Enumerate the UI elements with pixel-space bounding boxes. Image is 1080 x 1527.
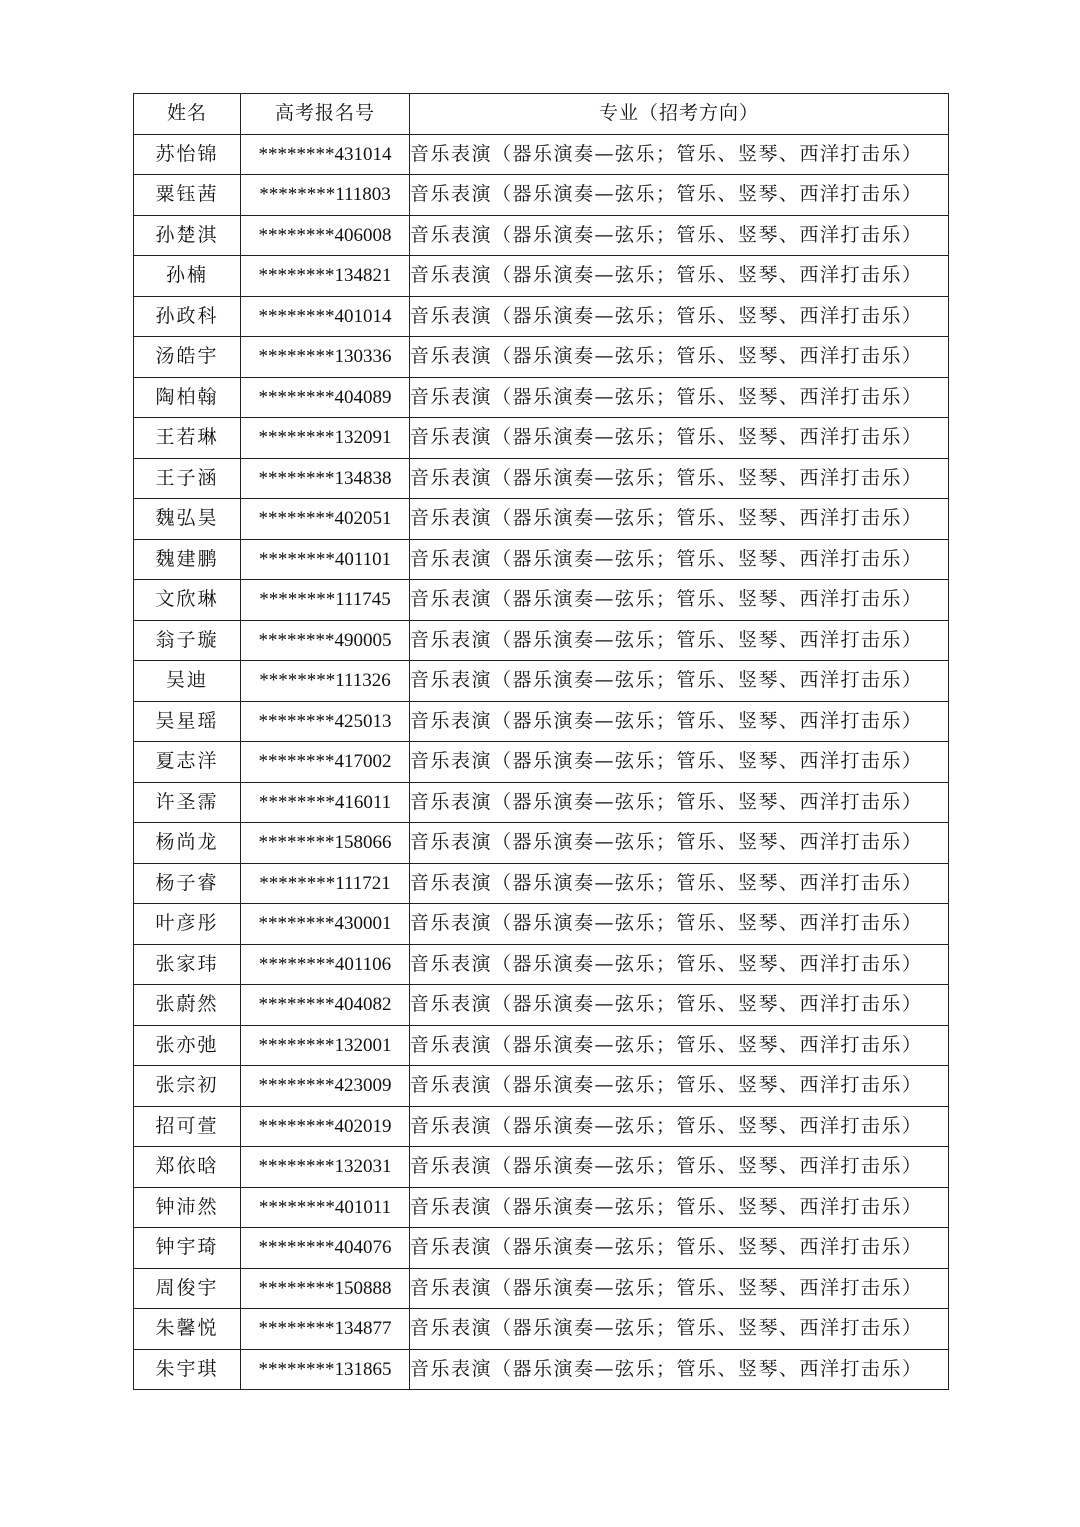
admission-list-table (133, 93, 949, 1390)
registration-number-cell: ********134838 (241, 458, 410, 499)
table-row (134, 985, 949, 1026)
student-name-cell: 朱宇琪 (134, 1349, 241, 1390)
major-cell: 音乐表演（器乐演奏—弦乐；管乐、竖琴、西洋打击乐） (410, 458, 949, 499)
table-row (134, 1066, 949, 1107)
major-cell: 音乐表演（器乐演奏—弦乐；管乐、竖琴、西洋打击乐） (410, 863, 949, 904)
registration-number-cell: ********132091 (241, 418, 410, 459)
table-row (134, 1187, 949, 1228)
major-cell: 音乐表演（器乐演奏—弦乐；管乐、竖琴、西洋打击乐） (410, 256, 949, 297)
major-cell: 音乐表演（器乐演奏—弦乐；管乐、竖琴、西洋打击乐） (410, 377, 949, 418)
table-row (134, 1147, 949, 1188)
student-name-cell: 孙楚淇 (134, 215, 241, 256)
table-row (134, 944, 949, 985)
table-row (134, 256, 949, 297)
table-row (134, 1309, 949, 1350)
major-cell: 音乐表演（器乐演奏—弦乐；管乐、竖琴、西洋打击乐） (410, 175, 949, 216)
table-body (134, 134, 949, 1390)
major-cell: 音乐表演（器乐演奏—弦乐；管乐、竖琴、西洋打击乐） (410, 661, 949, 702)
major-cell: 音乐表演（器乐演奏—弦乐；管乐、竖琴、西洋打击乐） (410, 985, 949, 1026)
header-row (134, 94, 949, 135)
major-cell: 音乐表演（器乐演奏—弦乐；管乐、竖琴、西洋打击乐） (410, 580, 949, 621)
student-name-cell: 王子涵 (134, 458, 241, 499)
registration-number-cell: ********431014 (241, 134, 410, 175)
table-row (134, 1106, 949, 1147)
registration-number-cell: ********404076 (241, 1228, 410, 1269)
student-name-cell: 张宗初 (134, 1066, 241, 1107)
student-name-cell: 招可萱 (134, 1106, 241, 1147)
table-row (134, 620, 949, 661)
table-row (134, 904, 949, 945)
table-row (134, 1349, 949, 1390)
major-cell: 音乐表演（器乐演奏—弦乐；管乐、竖琴、西洋打击乐） (410, 1187, 949, 1228)
table-header (134, 94, 949, 135)
student-name-cell: 魏弘昊 (134, 499, 241, 540)
registration-number-cell: ********111326 (241, 661, 410, 702)
major-cell: 音乐表演（器乐演奏—弦乐；管乐、竖琴、西洋打击乐） (410, 1349, 949, 1390)
registration-number-cell: ********111803 (241, 175, 410, 216)
registration-number-cell: ********111745 (241, 580, 410, 621)
table-row (134, 418, 949, 459)
registration-number-cell: ********111721 (241, 863, 410, 904)
student-name-cell: 张亦弛 (134, 1025, 241, 1066)
registration-number-cell: ********430001 (241, 904, 410, 945)
registration-number-cell: ********401011 (241, 1187, 410, 1228)
registration-number-cell: ********158066 (241, 823, 410, 864)
major-cell: 音乐表演（器乐演奏—弦乐；管乐、竖琴、西洋打击乐） (410, 1066, 949, 1107)
student-name-cell: 钟宇琦 (134, 1228, 241, 1269)
major-cell: 音乐表演（器乐演奏—弦乐；管乐、竖琴、西洋打击乐） (410, 904, 949, 945)
header-major: 专业（招考方向） (410, 94, 949, 135)
registration-number-cell: ********401101 (241, 539, 410, 580)
table-row (134, 539, 949, 580)
major-cell: 音乐表演（器乐演奏—弦乐；管乐、竖琴、西洋打击乐） (410, 296, 949, 337)
major-cell: 音乐表演（器乐演奏—弦乐；管乐、竖琴、西洋打击乐） (410, 499, 949, 540)
registration-number-cell: ********425013 (241, 701, 410, 742)
major-cell: 音乐表演（器乐演奏—弦乐；管乐、竖琴、西洋打击乐） (410, 1228, 949, 1269)
major-cell: 音乐表演（器乐演奏—弦乐；管乐、竖琴、西洋打击乐） (410, 782, 949, 823)
table-row (134, 661, 949, 702)
table-row (134, 337, 949, 378)
major-cell: 音乐表演（器乐演奏—弦乐；管乐、竖琴、西洋打击乐） (410, 215, 949, 256)
registration-number-cell: ********134821 (241, 256, 410, 297)
registration-number-cell: ********402051 (241, 499, 410, 540)
table-row (134, 580, 949, 621)
registration-number-cell: ********130336 (241, 337, 410, 378)
table-row (134, 1268, 949, 1309)
table-row (134, 823, 949, 864)
registration-number-cell: ********402019 (241, 1106, 410, 1147)
table-row (134, 701, 949, 742)
table-row (134, 782, 949, 823)
registration-number-cell: ********406008 (241, 215, 410, 256)
major-cell: 音乐表演（器乐演奏—弦乐；管乐、竖琴、西洋打击乐） (410, 1106, 949, 1147)
major-cell: 音乐表演（器乐演奏—弦乐；管乐、竖琴、西洋打击乐） (410, 1147, 949, 1188)
major-cell: 音乐表演（器乐演奏—弦乐；管乐、竖琴、西洋打击乐） (410, 1309, 949, 1350)
table-row (134, 175, 949, 216)
registration-number-cell: ********417002 (241, 742, 410, 783)
student-name-cell: 叶彦彤 (134, 904, 241, 945)
student-name-cell: 陶柏翰 (134, 377, 241, 418)
major-cell: 音乐表演（器乐演奏—弦乐；管乐、竖琴、西洋打击乐） (410, 742, 949, 783)
registration-number-cell: ********490005 (241, 620, 410, 661)
major-cell: 音乐表演（器乐演奏—弦乐；管乐、竖琴、西洋打击乐） (410, 418, 949, 459)
table-row (134, 134, 949, 175)
major-cell: 音乐表演（器乐演奏—弦乐；管乐、竖琴、西洋打击乐） (410, 1268, 949, 1309)
student-name-cell: 周俊宇 (134, 1268, 241, 1309)
student-name-cell: 粟钰茜 (134, 175, 241, 216)
table-row (134, 215, 949, 256)
registration-number-cell: ********401106 (241, 944, 410, 985)
student-name-cell: 孙楠 (134, 256, 241, 297)
major-cell: 音乐表演（器乐演奏—弦乐；管乐、竖琴、西洋打击乐） (410, 701, 949, 742)
student-name-cell: 夏志洋 (134, 742, 241, 783)
major-cell: 音乐表演（器乐演奏—弦乐；管乐、竖琴、西洋打击乐） (410, 944, 949, 985)
registration-number-cell: ********404082 (241, 985, 410, 1026)
major-cell: 音乐表演（器乐演奏—弦乐；管乐、竖琴、西洋打击乐） (410, 134, 949, 175)
student-name-cell: 杨子睿 (134, 863, 241, 904)
student-name-cell: 孙政科 (134, 296, 241, 337)
student-name-cell: 朱馨悦 (134, 1309, 241, 1350)
table-row (134, 863, 949, 904)
table-row (134, 458, 949, 499)
student-name-cell: 吴迪 (134, 661, 241, 702)
table-row (134, 377, 949, 418)
table-row (134, 296, 949, 337)
major-cell: 音乐表演（器乐演奏—弦乐；管乐、竖琴、西洋打击乐） (410, 539, 949, 580)
student-name-cell: 王若琳 (134, 418, 241, 459)
registration-number-cell: ********416011 (241, 782, 410, 823)
registration-number-cell: ********401014 (241, 296, 410, 337)
student-name-cell: 魏建鹏 (134, 539, 241, 580)
registration-number-cell: ********150888 (241, 1268, 410, 1309)
table-row (134, 742, 949, 783)
student-name-cell: 翁子璇 (134, 620, 241, 661)
registration-number-cell: ********134877 (241, 1309, 410, 1350)
header-reg-no: 高考报名号 (241, 94, 410, 135)
major-cell: 音乐表演（器乐演奏—弦乐；管乐、竖琴、西洋打击乐） (410, 1025, 949, 1066)
major-cell: 音乐表演（器乐演奏—弦乐；管乐、竖琴、西洋打击乐） (410, 620, 949, 661)
major-cell: 音乐表演（器乐演奏—弦乐；管乐、竖琴、西洋打击乐） (410, 337, 949, 378)
student-name-cell: 苏怡锦 (134, 134, 241, 175)
student-name-cell: 郑依晗 (134, 1147, 241, 1188)
table-row (134, 1228, 949, 1269)
student-name-cell: 汤皓宇 (134, 337, 241, 378)
registration-number-cell: ********132031 (241, 1147, 410, 1188)
student-name-cell: 杨尚龙 (134, 823, 241, 864)
registration-number-cell: ********404089 (241, 377, 410, 418)
registration-number-cell: ********131865 (241, 1349, 410, 1390)
student-name-cell: 许圣霈 (134, 782, 241, 823)
student-name-cell: 张家玮 (134, 944, 241, 985)
student-name-cell: 吴星瑶 (134, 701, 241, 742)
registration-number-cell: ********132001 (241, 1025, 410, 1066)
student-name-cell: 张蔚然 (134, 985, 241, 1026)
header-name: 姓名 (134, 94, 241, 135)
major-cell: 音乐表演（器乐演奏—弦乐；管乐、竖琴、西洋打击乐） (410, 823, 949, 864)
student-name-cell: 钟沛然 (134, 1187, 241, 1228)
registration-number-cell: ********423009 (241, 1066, 410, 1107)
table-row (134, 499, 949, 540)
student-name-cell: 文欣琳 (134, 580, 241, 621)
table-row (134, 1025, 949, 1066)
